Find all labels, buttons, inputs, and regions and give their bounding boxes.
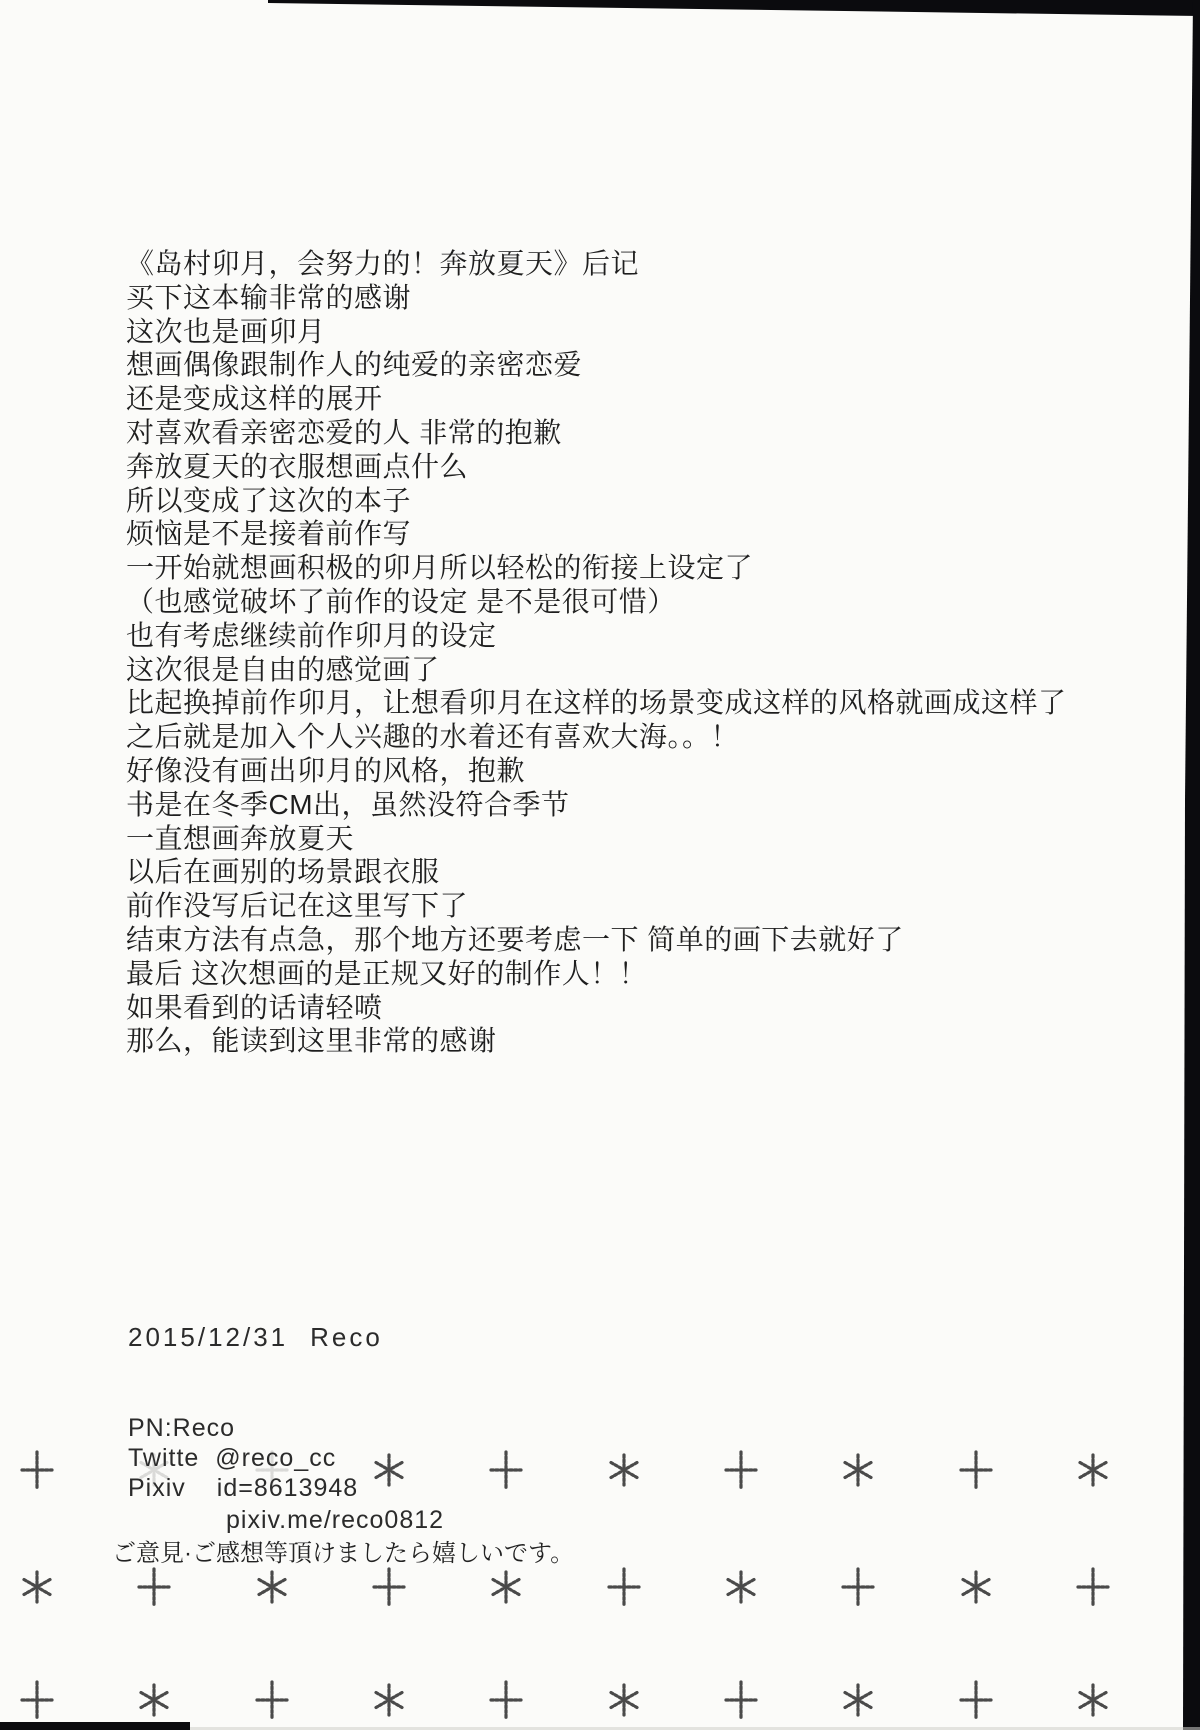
afterword-line: 想画偶像跟制作人的纯爱的亲密恋爱 [126,349,583,381]
date-signature-line [128,1322,383,1353]
feedback-note: ご意見·ご感想等頂けましたら嬉しいです。 [112,1540,575,1567]
stitched-snowflake-icon [840,1450,876,1490]
stitched-snowflake-icon [371,1680,407,1720]
afterword-line: 书是在冬季CM出，虽然没符合季节 [126,788,570,820]
stitched-snowflake-icon [1075,1450,1111,1490]
afterword-line: 结束方法有点急，那个地方还要考虑一下 简单的画下去就好了 [126,923,904,955]
afterword-line: 一开始就想画积极的卯月所以轻松的衔接上设定了 [126,552,754,584]
stitched-snowflake-icon [136,1450,172,1490]
stitched-cross-icon [958,1450,994,1490]
stitched-cross-icon [371,1567,407,1607]
afterword-line: 前作没写后记在这里写下了 [126,890,469,922]
afterword-line: 那么，能读到这里非常的感谢 [126,1025,497,1057]
stitched-cross-icon [136,1567,172,1607]
afterword-line: 所以变成了这次的本子 [126,484,412,516]
stitched-snowflake-icon [136,1680,172,1720]
stitched-snowflake-icon [254,1567,290,1607]
afterword-line: 好像没有画出卯月的风格，抱歉 [126,754,526,786]
pixiv-label: Pixiv [128,1474,186,1502]
scan-edge-top [0,0,1200,16]
stitched-snowflake-icon [606,1680,642,1720]
twitter-label: Twitte [128,1444,200,1472]
afterword-line: （也感觉破坏了前作的设定 是不是很可惜） [126,585,676,617]
stitched-cross-icon [488,1680,524,1720]
afterword-line: 对喜欢看亲密恋爱的人 非常的抱歉 [126,416,562,448]
afterword-line: 还是变成这样的展开 [126,383,383,415]
afterword-line: 奔放夏天的衣服想画点什么 [126,450,469,482]
stitched-snowflake-icon [723,1567,759,1607]
afterword-line: 烦恼是不是接着前作写 [126,518,412,550]
pixiv-id: id=8613948 [216,1474,359,1502]
stitched-cross-icon [723,1450,759,1490]
afterword-line: 之后就是加入个人兴趣的水着还有喜欢大海。。！ [126,721,740,753]
stitched-cross-icon [606,1567,642,1607]
stitched-cross-icon [840,1567,876,1607]
stitched-snowflake-icon [606,1450,642,1490]
afterword-line: 以后在画别的场景跟衣服 [126,856,440,888]
signature-date: 2015/12/31 [128,1322,289,1352]
stitched-cross-icon [723,1680,759,1720]
scan-edge-right [1180,0,1200,1730]
stitched-cross-icon [254,1680,290,1720]
pixiv-url: pixiv.me/reco0812 [226,1506,445,1534]
afterword-line: 《岛村卯月，会努力的！奔放夏天》后记 [126,248,640,279]
stitched-cross-icon [958,1680,994,1720]
stitched-cross-icon [19,1450,55,1490]
stitched-snowflake-icon [371,1450,407,1490]
signature-author-name: Reco [310,1322,383,1352]
afterword-line: 如果看到的话请轻喷 [126,991,383,1023]
stitched-cross-icon [19,1680,55,1720]
stitched-snowflake-icon [840,1680,876,1720]
stitched-cross-icon [254,1450,290,1490]
afterword-line: 这次也是画卯月 [126,315,326,347]
afterword-text-block [126,247,1067,1058]
stitched-cross-icon [1075,1567,1111,1607]
stitched-cross-icon [488,1450,524,1490]
stitched-snowflake-icon [958,1567,994,1607]
afterword-line: 比起换掉前作卯月，让想看卯月在这样的场景变成这样的风格就画成这样了 [126,687,1067,719]
pen-name-line: PN:Reco [128,1414,236,1442]
afterword-line: 一直想画奔放夏天 [126,822,355,854]
twitter-handle: @reco_cc [215,1444,337,1472]
stitched-snowflake-icon [19,1567,55,1607]
stitched-snowflake-icon [1075,1680,1111,1720]
afterword-line: 买下这本输非常的感谢 [126,281,412,313]
afterword-line: 这次很是自由的感觉画了 [126,653,440,685]
afterword-line: 最后 这次想画的是正规又好的制作人！！ [126,957,648,989]
scan-edge-bottom [0,1722,190,1730]
afterword-line: 也有考虑继续前作卯月的设定 [126,619,497,651]
stitched-snowflake-icon [488,1567,524,1607]
